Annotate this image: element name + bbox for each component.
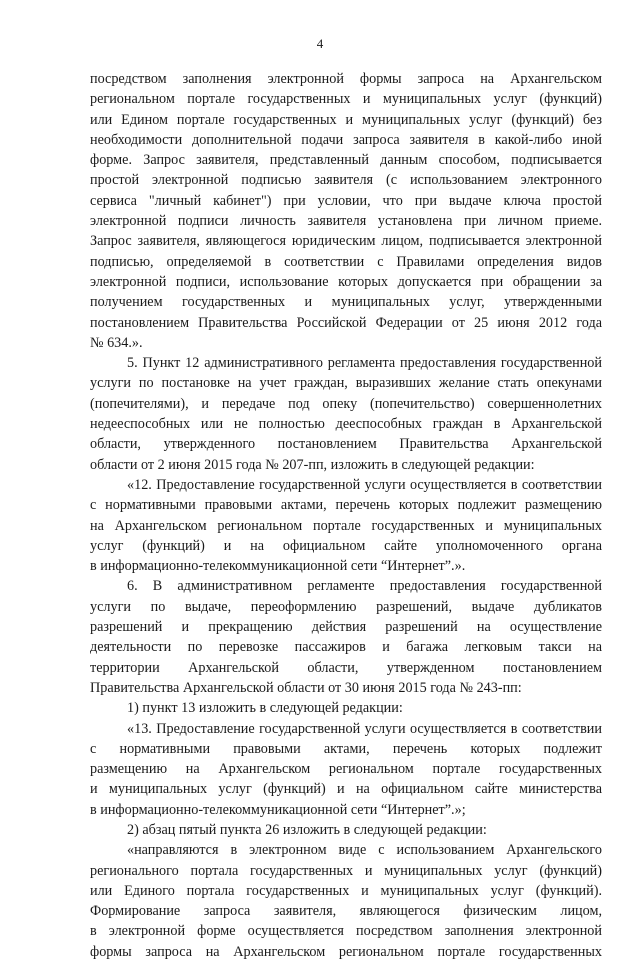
text-line: на Архангельском региональном портале государственных и муниципальных [90, 517, 602, 534]
text-line: Формирование запроса заявителя, являющегося физическим лицом, [90, 903, 602, 920]
text-line: или Едином портале государственных и муниципальных услуг (функций) без [90, 111, 602, 128]
text-line: и муниципальных услуг (функций) и на официальном сайте министерства [90, 781, 602, 798]
text-line: или Единого портала государственных и муниципальных услуг (функций). [90, 882, 602, 899]
text-line: с нормативными правовыми актами, перечень которых подлежит размещению [90, 497, 602, 514]
text-line: недееспособных или не полностью дееспособных граждан в Архангельской [90, 416, 602, 433]
document-body [90, 69, 602, 962]
text-line: получением государственных и муниципальных услуг, утвержденными [90, 294, 602, 311]
page-number: 4 [316, 36, 324, 51]
text-line: (попечителями), и передаче под опеку (попечительство) совершеннолетних [90, 395, 602, 412]
text-line: 1) пункт 13 изложить в следующей редакции: [127, 700, 403, 717]
text-line: электронной подписи, использование которых допускается при обращении за [90, 273, 602, 290]
text-line: «12. Предоставление государственной услуги осуществляется в соответствии [127, 476, 602, 493]
text-line: посредством заполнения электронной формы запроса на Архангельском [90, 71, 602, 87]
text-line: с нормативными правовыми актами, перечень которых подлежит [90, 740, 602, 757]
text-line: 2) абзац пятый пункта 26 изложить в следующей редакции: [127, 821, 487, 838]
text-line: подписью, определяемой в соответствии с Правилами определения видов [90, 253, 602, 270]
text-line: области, утвержденного постановлением Правительства Архангельской [90, 436, 602, 453]
text-line: деятельности по перевозке пассажиров и багажа легковым такси на [90, 639, 602, 656]
text-line: № 634.». [90, 334, 143, 351]
text-line: сервиса "личный кабинет") при условии, что при выдаче ключа простой [90, 192, 602, 209]
text-line: регионального портала государственных и муниципальных услуг (функций) [90, 862, 602, 879]
text-line: 5. Пункт 12 административного регламента предоставления государственной [127, 355, 602, 372]
text-line: форме. Запрос заявителя, представленный данным способом, подписывается [90, 152, 602, 169]
text-line: Запрос заявителя, являющегося юридическим лицом, подписывается электронной [90, 233, 602, 250]
text-line: в информационно-телекоммуникационной сети “Интернет”.». [90, 558, 466, 575]
text-line: Правительства Архангельской области от 30 июня 2015 года № 243-пп: [90, 679, 522, 696]
text-line: услуги по постановке на учет граждан, выразивших желание стать опекунами [90, 375, 602, 392]
text-line: необходимости дополнительной подачи запроса заявителя в какой-либо иной [90, 131, 602, 148]
text-line: формы запроса на Архангельском региональном портале государственных [90, 943, 602, 960]
text-line: размещению на Архангельском региональном портале государственных [90, 761, 602, 778]
text-line: электронной подписи личность заявителя установлена при личном приеме. [90, 213, 602, 230]
text-line: разрешений и прекращению действия разрешений на осуществление [90, 619, 602, 636]
text-line: в электронной форме осуществляется посредством заполнения электронной [90, 923, 602, 940]
text-line: в информационно-телекоммуникационной сети “Интернет”.»; [90, 801, 466, 818]
text-line: услуг (функций) и на официальном сайте уполномоченного органа [90, 537, 602, 554]
text-line: простой электронной подписью заявителя (с использованием электронного [90, 172, 602, 189]
text-line: области от 2 июня 2015 года № 207-пп, изложить в следующей редакции: [90, 456, 535, 473]
text-line: «направляются в электронном виде с использованием Архангельского [127, 842, 602, 859]
text-line: постановлением Правительства Российской Федерации от 25 июня 2012 года [90, 314, 602, 331]
text-line: региональном портале государственных и муниципальных услуг (функций) [90, 91, 602, 108]
text-line: услуги по выдаче, переоформлению разрешений, выдаче дубликатов [90, 598, 602, 615]
text-line: 6. В административном регламенте предоставления государственной [127, 578, 602, 595]
text-line: территории Архангельской области, утвержденном постановлением [90, 659, 602, 676]
text-line: «13. Предоставление государственной услуги осуществляется в соответствии [127, 720, 602, 737]
